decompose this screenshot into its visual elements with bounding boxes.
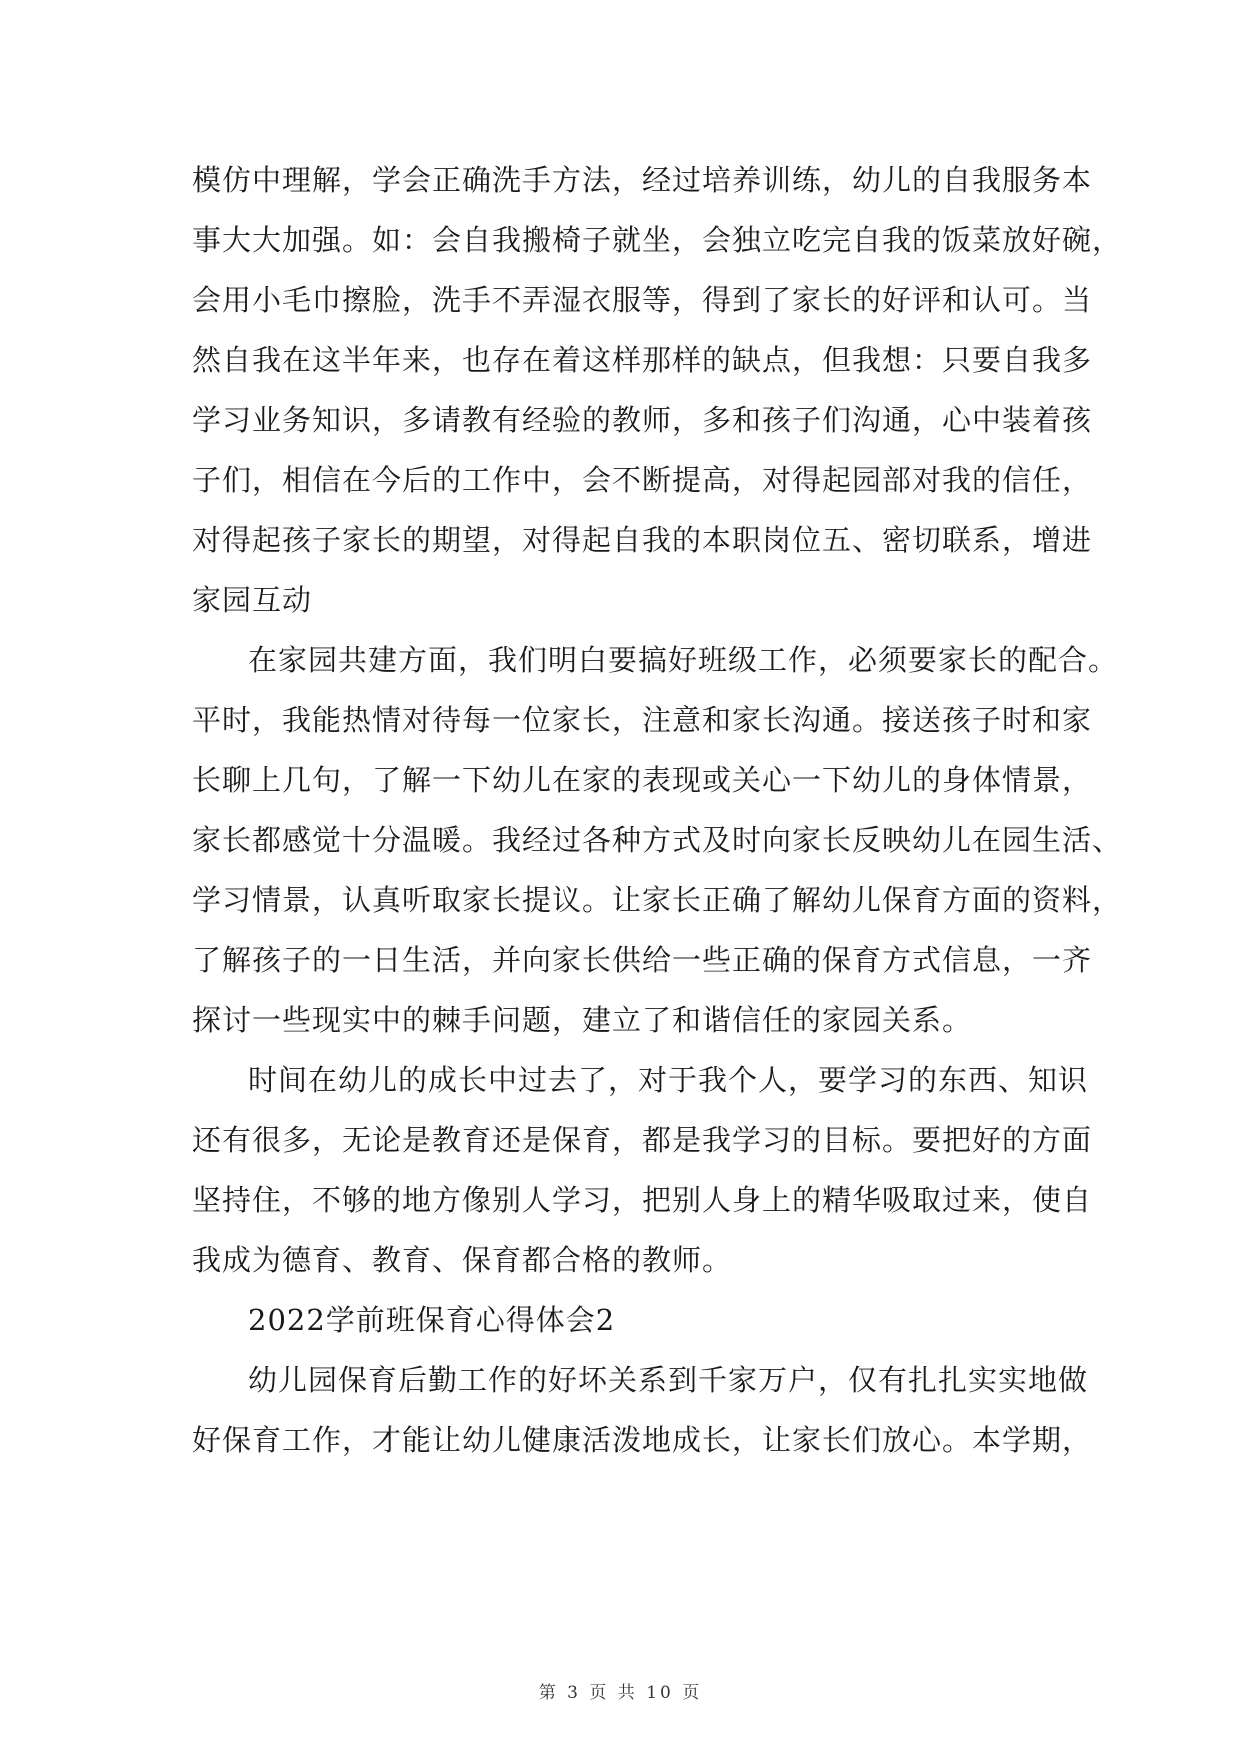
text-line: 我成为德育、教育、保育都合格的教师。 xyxy=(192,1243,733,1277)
text-line: 探讨一些现实中的棘手问题，建立了和谐信任的家园关系。 xyxy=(192,1003,973,1037)
paragraph-start-line: 在家园共建方面，我们明白要搞好班级工作，必须要家长的配合。 xyxy=(248,643,1119,677)
text-line: 模仿中理解，学会正确洗手方法，经过培养训练，幼儿的自我服务本 xyxy=(192,163,1093,197)
text-line: 好保育工作，才能让幼儿健康活泼地成长，让家长们放心。本学期， xyxy=(192,1423,1093,1457)
page-footer: 第 3 页 共 10 页 xyxy=(538,1683,703,1703)
section-heading: 2022学前班保育心得体会2 xyxy=(248,1303,616,1337)
text-line: 子们，相信在今后的工作中，会不断提高，对得起园部对我的信任， xyxy=(192,463,1093,497)
text-line: 学习情景，认真听取家长提议。让家长正确了解幼儿保育方面的资料， xyxy=(192,883,1123,917)
text-line: 对得起孩子家长的期望，对得起自我的本职岗位五、密切联系，增进 xyxy=(192,523,1093,557)
text-line: 坚持住，不够的地方像别人学习，把别人身上的精华吸取过来，使自 xyxy=(192,1183,1093,1217)
paragraph-start-line: 时间在幼儿的成长中过去了，对于我个人，要学习的东西、知识 xyxy=(248,1063,1089,1097)
text-line: 事大大加强。如：会自我搬椅子就坐，会独立吃完自我的饭菜放好碗， xyxy=(192,223,1123,257)
text-line: 家长都感觉十分温暖。我经过各种方式及时向家长反映幼儿在园生活、 xyxy=(192,823,1123,857)
text-line: 学习业务知识，多请教有经验的教师，多和孩子们沟通，心中装着孩 xyxy=(192,403,1093,437)
text-line: 平时，我能热情对待每一位家长，注意和家长沟通。接送孩子时和家 xyxy=(192,703,1093,737)
text-line: 会用小毛巾擦脸，洗手不弄湿衣服等，得到了家长的好评和认可。当 xyxy=(192,283,1093,317)
text-line: 还有很多，无论是教育还是保育，都是我学习的目标。要把好的方面 xyxy=(192,1123,1093,1157)
document-body xyxy=(192,150,1123,1470)
text-line: 然自我在这半年来，也存在着这样那样的缺点，但我想：只要自我多 xyxy=(192,343,1093,377)
paragraph-start-line: 幼儿园保育后勤工作的好坏关系到千家万户，仅有扎扎实实地做 xyxy=(248,1363,1089,1397)
text-line: 家园互动 xyxy=(192,583,313,617)
text-line: 了解孩子的一日生活，并向家长供给一些正确的保育方式信息，一齐 xyxy=(192,943,1093,977)
text-line: 长聊上几句，了解一下幼儿在家的表现或关心一下幼儿的身体情景， xyxy=(192,763,1093,797)
